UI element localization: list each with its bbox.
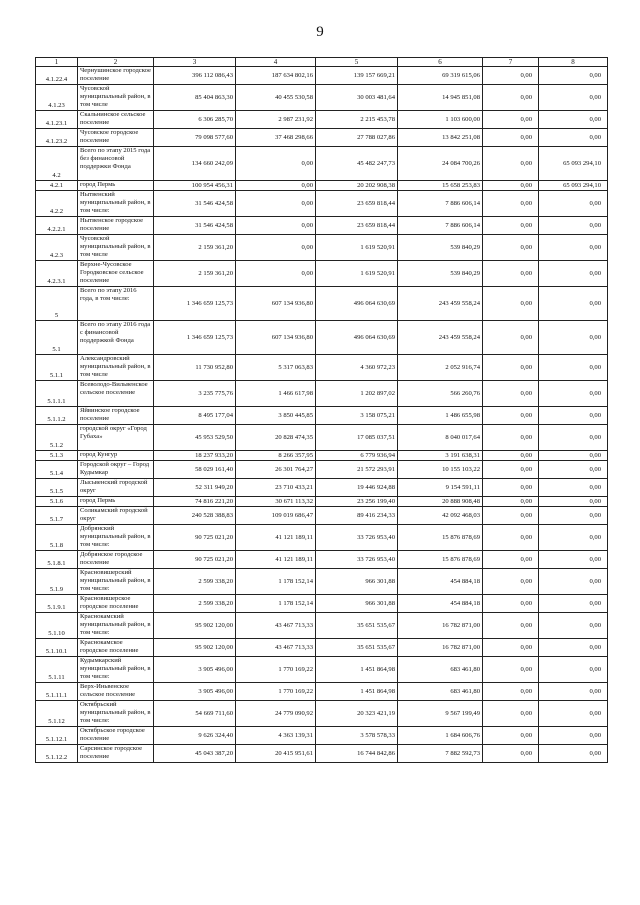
amount-total: 95 902 120,00 <box>154 613 236 639</box>
amount-municipal: 16 782 871,00 <box>398 613 483 639</box>
row-code: 5.1.9.1 <box>36 595 78 613</box>
amount-region: 20 202 908,38 <box>316 181 398 191</box>
row-name: Кудымкарский муниципальный район, в том числе: <box>78 657 154 683</box>
table-row <box>36 67 608 85</box>
amount-col7: 0,00 <box>483 507 539 525</box>
amount-col7: 0,00 <box>483 129 539 147</box>
amount-col7: 0,00 <box>483 147 539 181</box>
amount-other: 0,00 <box>539 613 608 639</box>
row-name: Александровский муниципальный район, в том числе <box>78 355 154 381</box>
row-name: Октябрьское городское поселение <box>78 727 154 745</box>
amount-col7: 0,00 <box>483 355 539 381</box>
header-cell: 2 <box>78 58 154 67</box>
header-cell: 7 <box>483 58 539 67</box>
amount-col7: 0,00 <box>483 595 539 613</box>
amount-total: 90 725 021,20 <box>154 551 236 569</box>
amount-other: 0,00 <box>539 191 608 217</box>
row-name: Красновишерское городское поселение <box>78 595 154 613</box>
amount-municipal: 566 260,76 <box>398 381 483 407</box>
amount-col7: 0,00 <box>483 451 539 461</box>
table-row <box>36 497 608 507</box>
amount-municipal: 2 052 916,74 <box>398 355 483 381</box>
row-name: Краснокамский муниципальный район, в том числе: <box>78 613 154 639</box>
amount-municipal: 454 884,18 <box>398 569 483 595</box>
amount-municipal: 24 084 700,26 <box>398 147 483 181</box>
amount-col7: 0,00 <box>483 287 539 321</box>
amount-municipal: 683 461,80 <box>398 657 483 683</box>
table-row <box>36 613 608 639</box>
amount-region: 1 202 897,02 <box>316 381 398 407</box>
row-name: Октябрьский муниципальный район, в том числе: <box>78 701 154 727</box>
row-code: 5 <box>36 287 78 321</box>
row-name: Городской округ – Город Кудымкар <box>78 461 154 479</box>
amount-other: 0,00 <box>539 235 608 261</box>
amount-other: 0,00 <box>539 85 608 111</box>
table-row <box>36 595 608 613</box>
amount-municipal: 13 842 251,08 <box>398 129 483 147</box>
amount-region: 966 301,88 <box>316 595 398 613</box>
row-code: 5.1.4 <box>36 461 78 479</box>
amount-fund: 0,00 <box>236 217 316 235</box>
row-code: 5.1.12 <box>36 701 78 727</box>
amount-fund: 20 828 474,35 <box>236 425 316 451</box>
amount-total: 1 346 659 125,73 <box>154 321 236 355</box>
amount-fund: 5 317 063,83 <box>236 355 316 381</box>
amount-fund: 0,00 <box>236 235 316 261</box>
row-name: Чернушинское городское поселение <box>78 67 154 85</box>
row-name: Краснокамское городское поселение <box>78 639 154 657</box>
row-code: 5.1.9 <box>36 569 78 595</box>
amount-region: 496 064 630,69 <box>316 321 398 355</box>
row-name: город Пермь <box>78 181 154 191</box>
amount-region: 4 360 972,23 <box>316 355 398 381</box>
amount-fund: 23 710 433,21 <box>236 479 316 497</box>
amount-total: 45 043 387,20 <box>154 745 236 763</box>
amount-other: 0,00 <box>539 129 608 147</box>
amount-other: 0,00 <box>539 745 608 763</box>
amount-municipal: 10 155 103,22 <box>398 461 483 479</box>
amount-municipal: 454 884,18 <box>398 595 483 613</box>
amount-fund: 8 266 357,95 <box>236 451 316 461</box>
amount-total: 2 599 338,20 <box>154 595 236 613</box>
amount-col7: 0,00 <box>483 111 539 129</box>
table-row <box>36 451 608 461</box>
amount-fund: 3 850 445,85 <box>236 407 316 425</box>
header-cell: 5 <box>316 58 398 67</box>
amount-fund: 40 455 530,58 <box>236 85 316 111</box>
amount-region: 496 064 630,69 <box>316 287 398 321</box>
amount-fund: 1 466 617,98 <box>236 381 316 407</box>
financing-table <box>35 57 608 763</box>
amount-other: 0,00 <box>539 461 608 479</box>
amount-total: 9 626 324,40 <box>154 727 236 745</box>
amount-municipal: 539 840,29 <box>398 235 483 261</box>
amount-fund: 1 178 152,14 <box>236 595 316 613</box>
amount-other: 0,00 <box>539 321 608 355</box>
row-code: 4.1.23.1 <box>36 111 78 129</box>
table-row <box>36 181 608 191</box>
amount-total: 3 905 496,00 <box>154 683 236 701</box>
row-name: Всеволодо-Вильвенское сельское поселение <box>78 381 154 407</box>
amount-fund: 1 770 169,22 <box>236 657 316 683</box>
row-code: 5.1.8 <box>36 525 78 551</box>
amount-region: 1 619 520,91 <box>316 235 398 261</box>
amount-municipal: 9 154 591,11 <box>398 479 483 497</box>
row-code: 4.1.22.4 <box>36 67 78 85</box>
amount-total: 45 953 529,50 <box>154 425 236 451</box>
amount-total: 3 905 496,00 <box>154 657 236 683</box>
amount-region: 3 158 075,21 <box>316 407 398 425</box>
amount-fund: 0,00 <box>236 261 316 287</box>
row-name: Соликамский городской округ <box>78 507 154 525</box>
row-name: Верхне-Чусовское Городковское сельское поселение <box>78 261 154 287</box>
amount-municipal: 7 886 606,14 <box>398 191 483 217</box>
row-code: 5.1.3 <box>36 451 78 461</box>
table-row <box>36 461 608 479</box>
amount-total: 396 112 086,43 <box>154 67 236 85</box>
amount-total: 58 029 161,40 <box>154 461 236 479</box>
amount-total: 8 495 177,04 <box>154 407 236 425</box>
row-code: 5.1.10.1 <box>36 639 78 657</box>
amount-fund: 43 467 713,33 <box>236 639 316 657</box>
amount-col7: 0,00 <box>483 321 539 355</box>
amount-other: 0,00 <box>539 727 608 745</box>
table-row <box>36 147 608 181</box>
row-code: 4.1.23.2 <box>36 129 78 147</box>
amount-fund: 41 121 189,11 <box>236 525 316 551</box>
header-cell: 1 <box>36 58 78 67</box>
amount-fund: 0,00 <box>236 191 316 217</box>
amount-fund: 187 634 802,16 <box>236 67 316 85</box>
table-row <box>36 425 608 451</box>
amount-total: 2 599 338,20 <box>154 569 236 595</box>
amount-other: 0,00 <box>539 355 608 381</box>
amount-region: 23 256 199,40 <box>316 497 398 507</box>
amount-municipal: 7 882 592,73 <box>398 745 483 763</box>
amount-fund: 109 019 686,47 <box>236 507 316 525</box>
row-code: 5.1.1.1 <box>36 381 78 407</box>
row-code: 4.2.2 <box>36 191 78 217</box>
amount-region: 23 659 818,44 <box>316 217 398 235</box>
amount-fund: 2 987 231,92 <box>236 111 316 129</box>
row-name: Красновишерский муниципальный район, в том числе: <box>78 569 154 595</box>
amount-municipal: 3 191 638,31 <box>398 451 483 461</box>
table-row <box>36 129 608 147</box>
amount-other: 65 093 294,10 <box>539 181 608 191</box>
amount-region: 23 659 818,44 <box>316 191 398 217</box>
table-row <box>36 683 608 701</box>
header-cell: 4 <box>236 58 316 67</box>
table-row <box>36 217 608 235</box>
amount-region: 19 446 924,88 <box>316 479 398 497</box>
row-code: 4.2.1 <box>36 181 78 191</box>
amount-total: 134 660 242,09 <box>154 147 236 181</box>
amount-fund: 43 467 713,33 <box>236 613 316 639</box>
amount-other: 0,00 <box>539 451 608 461</box>
amount-municipal: 42 092 468,03 <box>398 507 483 525</box>
row-code: 5.1.5 <box>36 479 78 497</box>
table-row <box>36 745 608 763</box>
table-row <box>36 507 608 525</box>
amount-col7: 0,00 <box>483 657 539 683</box>
amount-total: 95 902 120,00 <box>154 639 236 657</box>
row-code: 5.1.8.1 <box>36 551 78 569</box>
amount-fund: 4 363 139,31 <box>236 727 316 745</box>
row-code: 5.1.2 <box>36 425 78 451</box>
amount-fund: 30 671 113,32 <box>236 497 316 507</box>
row-name: Верх-Иньвенское сельское поселение <box>78 683 154 701</box>
amount-region: 139 157 669,21 <box>316 67 398 85</box>
amount-municipal: 243 459 558,24 <box>398 321 483 355</box>
table-row <box>36 701 608 727</box>
amount-region: 3 578 578,33 <box>316 727 398 745</box>
amount-fund: 607 134 936,80 <box>236 287 316 321</box>
amount-municipal: 16 782 871,00 <box>398 639 483 657</box>
amount-col7: 0,00 <box>483 569 539 595</box>
amount-municipal: 15 876 878,69 <box>398 525 483 551</box>
amount-other: 0,00 <box>539 111 608 129</box>
table-row <box>36 111 608 129</box>
table-row <box>36 191 608 217</box>
row-code: 5.1.12.2 <box>36 745 78 763</box>
header-row <box>36 58 608 67</box>
amount-fund: 37 468 298,66 <box>236 129 316 147</box>
amount-region: 1 619 520,91 <box>316 261 398 287</box>
table-row <box>36 235 608 261</box>
amount-municipal: 243 459 558,24 <box>398 287 483 321</box>
amount-total: 52 311 949,20 <box>154 479 236 497</box>
amount-total: 240 528 388,83 <box>154 507 236 525</box>
amount-municipal: 539 840,29 <box>398 261 483 287</box>
row-code: 4.2.3 <box>36 235 78 261</box>
amount-other: 0,00 <box>539 261 608 287</box>
amount-region: 20 323 421,19 <box>316 701 398 727</box>
amount-other: 0,00 <box>539 525 608 551</box>
row-name: Нытвенский муниципальный район, в том числе: <box>78 191 154 217</box>
amount-fund: 0,00 <box>236 147 316 181</box>
row-name: Чусовской муниципальный район, в том числе <box>78 85 154 111</box>
amount-other: 0,00 <box>539 497 608 507</box>
amount-col7: 0,00 <box>483 191 539 217</box>
amount-col7: 0,00 <box>483 613 539 639</box>
amount-total: 100 954 456,31 <box>154 181 236 191</box>
amount-total: 18 237 933,20 <box>154 451 236 461</box>
amount-other: 0,00 <box>539 67 608 85</box>
row-name: Всего по этапу 2015 года без финансовой поддержки Фонда <box>78 147 154 181</box>
amount-col7: 0,00 <box>483 745 539 763</box>
amount-fund: 26 301 764,27 <box>236 461 316 479</box>
table-row <box>36 479 608 497</box>
amount-col7: 0,00 <box>483 407 539 425</box>
amount-fund: 24 779 090,92 <box>236 701 316 727</box>
amount-col7: 0,00 <box>483 381 539 407</box>
amount-region: 17 085 037,51 <box>316 425 398 451</box>
row-name: Чусовской муниципальный район, в том числе <box>78 235 154 261</box>
row-name: Добрянское городское поселение <box>78 551 154 569</box>
amount-col7: 0,00 <box>483 85 539 111</box>
row-code: 5.1 <box>36 321 78 355</box>
amount-region: 33 726 953,40 <box>316 551 398 569</box>
table-row <box>36 261 608 287</box>
row-code: 5.1.1 <box>36 355 78 381</box>
table-row <box>36 525 608 551</box>
table-row <box>36 639 608 657</box>
header-cell: 6 <box>398 58 483 67</box>
amount-other: 0,00 <box>539 507 608 525</box>
amount-total: 2 159 361,20 <box>154 261 236 287</box>
amount-col7: 0,00 <box>483 701 539 727</box>
amount-other: 0,00 <box>539 683 608 701</box>
amount-total: 90 725 021,20 <box>154 525 236 551</box>
table-row <box>36 551 608 569</box>
amount-col7: 0,00 <box>483 261 539 287</box>
amount-total: 85 404 863,30 <box>154 85 236 111</box>
table-row <box>36 407 608 425</box>
amount-total: 54 669 711,60 <box>154 701 236 727</box>
amount-total: 79 098 577,60 <box>154 129 236 147</box>
amount-col7: 0,00 <box>483 551 539 569</box>
row-code: 4.2.2.1 <box>36 217 78 235</box>
amount-total: 1 346 659 125,73 <box>154 287 236 321</box>
row-code: 4.2.3.1 <box>36 261 78 287</box>
row-code: 5.1.1.2 <box>36 407 78 425</box>
amount-fund: 0,00 <box>236 181 316 191</box>
amount-municipal: 15 658 253,83 <box>398 181 483 191</box>
amount-col7: 0,00 <box>483 217 539 235</box>
amount-total: 31 546 424,58 <box>154 217 236 235</box>
row-name: Сарсинское городское поселение <box>78 745 154 763</box>
amount-fund: 1 770 169,22 <box>236 683 316 701</box>
amount-total: 11 730 952,80 <box>154 355 236 381</box>
amount-total: 3 235 775,76 <box>154 381 236 407</box>
amount-municipal: 683 461,80 <box>398 683 483 701</box>
amount-municipal: 20 888 908,48 <box>398 497 483 507</box>
row-code: 5.1.6 <box>36 497 78 507</box>
amount-col7: 0,00 <box>483 639 539 657</box>
row-code: 5.1.12.1 <box>36 727 78 745</box>
row-name: Нытвенское городское поселение <box>78 217 154 235</box>
amount-other: 65 093 294,10 <box>539 147 608 181</box>
table-row <box>36 287 608 321</box>
amount-region: 27 788 027,86 <box>316 129 398 147</box>
amount-region: 2 215 453,78 <box>316 111 398 129</box>
amount-col7: 0,00 <box>483 461 539 479</box>
amount-region: 35 651 535,67 <box>316 639 398 657</box>
amount-col7: 0,00 <box>483 425 539 451</box>
table-row <box>36 381 608 407</box>
amount-total: 6 306 285,70 <box>154 111 236 129</box>
amount-other: 0,00 <box>539 701 608 727</box>
amount-col7: 0,00 <box>483 181 539 191</box>
amount-col7: 0,00 <box>483 235 539 261</box>
amount-total: 31 546 424,58 <box>154 191 236 217</box>
amount-other: 0,00 <box>539 569 608 595</box>
amount-other: 0,00 <box>539 407 608 425</box>
amount-region: 1 451 864,98 <box>316 683 398 701</box>
amount-total: 74 816 221,20 <box>154 497 236 507</box>
amount-col7: 0,00 <box>483 479 539 497</box>
amount-other: 0,00 <box>539 551 608 569</box>
amount-municipal: 8 040 017,64 <box>398 425 483 451</box>
amount-municipal: 14 945 851,08 <box>398 85 483 111</box>
amount-region: 16 744 842,86 <box>316 745 398 763</box>
amount-municipal: 69 319 615,06 <box>398 67 483 85</box>
page-number: 9 <box>316 24 324 40</box>
header-cell: 3 <box>154 58 236 67</box>
amount-col7: 0,00 <box>483 683 539 701</box>
amount-other: 0,00 <box>539 657 608 683</box>
table-row <box>36 569 608 595</box>
amount-col7: 0,00 <box>483 497 539 507</box>
amount-col7: 0,00 <box>483 67 539 85</box>
amount-other: 0,00 <box>539 479 608 497</box>
amount-other: 0,00 <box>539 381 608 407</box>
amount-other: 0,00 <box>539 595 608 613</box>
table-row <box>36 85 608 111</box>
table-row <box>36 727 608 745</box>
row-name: Добрянский муниципальный район, в том числе: <box>78 525 154 551</box>
amount-municipal: 9 567 199,49 <box>398 701 483 727</box>
row-name: Яйвинское городское поселение <box>78 407 154 425</box>
amount-municipal: 1 103 600,00 <box>398 111 483 129</box>
row-name: город Кунгур <box>78 451 154 461</box>
amount-region: 1 451 864,98 <box>316 657 398 683</box>
amount-region: 21 572 293,91 <box>316 461 398 479</box>
amount-other: 0,00 <box>539 425 608 451</box>
amount-region: 89 416 234,33 <box>316 507 398 525</box>
row-name: городской округ «Город Губаха» <box>78 425 154 451</box>
amount-other: 0,00 <box>539 217 608 235</box>
amount-col7: 0,00 <box>483 525 539 551</box>
amount-region: 45 482 247,73 <box>316 147 398 181</box>
amount-fund: 20 415 951,61 <box>236 745 316 763</box>
amount-municipal: 1 486 655,98 <box>398 407 483 425</box>
amount-region: 35 651 535,67 <box>316 613 398 639</box>
amount-region: 30 003 481,64 <box>316 85 398 111</box>
amount-col7: 0,00 <box>483 727 539 745</box>
amount-municipal: 15 876 878,69 <box>398 551 483 569</box>
row-code: 5.1.10 <box>36 613 78 639</box>
amount-fund: 1 178 152,14 <box>236 569 316 595</box>
row-code: 5.1.11.1 <box>36 683 78 701</box>
row-name: Всего по этапу 2016 года с финансовой поддержкой Фонда <box>78 321 154 355</box>
row-name: город Пермь <box>78 497 154 507</box>
row-code: 5.1.7 <box>36 507 78 525</box>
amount-total: 2 159 361,20 <box>154 235 236 261</box>
row-name: Скальнинское сельское поселение <box>78 111 154 129</box>
amount-fund: 41 121 189,11 <box>236 551 316 569</box>
amount-region: 966 301,88 <box>316 569 398 595</box>
row-code: 4.2 <box>36 147 78 181</box>
amount-region: 33 726 953,40 <box>316 525 398 551</box>
amount-fund: 607 134 936,80 <box>236 321 316 355</box>
amount-municipal: 7 886 606,14 <box>398 217 483 235</box>
table-row <box>36 657 608 683</box>
table-row <box>36 355 608 381</box>
row-name: Всего по этапу 2016 года, в том числе: <box>78 287 154 321</box>
amount-other: 0,00 <box>539 639 608 657</box>
table-row <box>36 321 608 355</box>
row-name: Чусовское городское поселение <box>78 129 154 147</box>
amount-municipal: 1 684 606,76 <box>398 727 483 745</box>
header-cell: 8 <box>539 58 608 67</box>
row-name: Лысьвенский городской округ <box>78 479 154 497</box>
amount-region: 6 779 936,94 <box>316 451 398 461</box>
row-code: 4.1.23 <box>36 85 78 111</box>
row-code: 5.1.11 <box>36 657 78 683</box>
amount-other: 0,00 <box>539 287 608 321</box>
